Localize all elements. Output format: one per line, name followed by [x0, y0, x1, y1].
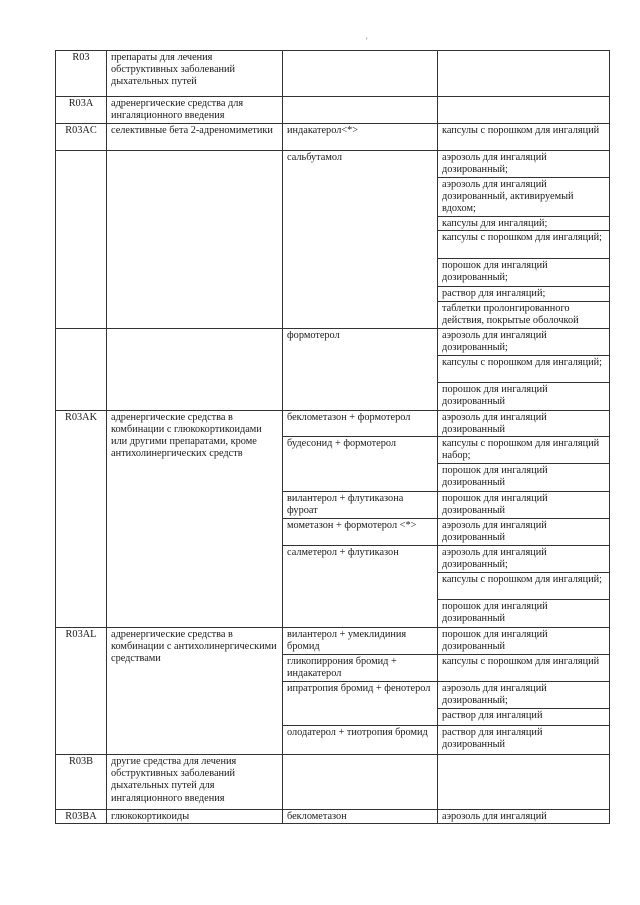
dosage-form-cell: аэрозоль для ингаляций дозированный, активируемый вдохом; [438, 178, 610, 217]
drug-name-cell: олодатерол + тиотропия бромид [283, 726, 438, 755]
dosage-form-cell: аэрозоль для ингаляций дозированный [438, 411, 610, 437]
group-name-cell: другие средства для лечения обструктивных заболеваний дыхательных путей для ингаляционного введения [107, 755, 283, 810]
dosage-form-cell: раствор для ингаляций [438, 709, 610, 726]
drug-name-cell: беклометазон + формотерол [283, 411, 438, 437]
table-row [56, 151, 610, 178]
drug-name-cell: беклометазон [283, 810, 438, 824]
dosage-form-cell: порошок для ингаляций дозированный [438, 492, 610, 519]
dosage-form-cell: капсулы с порошком для ингаляций набор; [438, 437, 610, 464]
drug-name-cell [283, 51, 438, 97]
page-mark: ' [366, 36, 368, 46]
medicines-table [55, 50, 610, 824]
dosage-form-cell: таблетки пролонгированного действия, покрытые оболочкой [438, 302, 610, 329]
dosage-form-cell: порошок для ингаляций дозированный [438, 464, 610, 492]
drug-name-cell: салметерол + флутиказон [283, 546, 438, 628]
atc-code-cell: R03AK [56, 411, 107, 628]
atc-code-cell: R03BA [56, 810, 107, 824]
table-row [56, 51, 610, 97]
group-name-cell [107, 151, 283, 329]
dosage-form-cell: капсулы с порошком для ингаляций; [438, 356, 610, 383]
dosage-form-cell: капсулы для ингаляций; [438, 217, 610, 231]
dosage-form-cell: аэрозоль для ингаляций дозированный; [438, 329, 610, 356]
group-name-cell [107, 329, 283, 411]
dosage-form-cell: капсулы с порошком для ингаляций [438, 655, 610, 682]
drug-name-cell: формотерол [283, 329, 438, 411]
atc-code-cell: R03B [56, 755, 107, 810]
group-name-cell: глюкокортикоиды [107, 810, 283, 824]
dosage-form-cell: аэрозоль для ингаляций дозированный [438, 519, 610, 546]
drug-name-cell: сальбутамол [283, 151, 438, 329]
dosage-form-cell: капсулы с порошком для ингаляций; [438, 231, 610, 259]
group-name-cell: адренергические средства для ингаляционного введения [107, 97, 283, 124]
table-row [56, 124, 610, 151]
drug-name-cell: гликопиррония бромид + индакатерол [283, 655, 438, 682]
dosage-form-cell: аэрозоль для ингаляций дозированный; [438, 151, 610, 178]
group-name-cell: адренергические средства в комбинации с глюкокортикоидами или другими препаратами, кроме антихолинергических средств [107, 411, 283, 628]
drug-name-cell: будесонид + формотерол [283, 437, 438, 492]
dosage-form-cell: капсулы с порошком для ингаляций; [438, 573, 610, 600]
drug-name-cell [283, 97, 438, 124]
drug-name-cell: вилантерол + умеклидиния бромид [283, 628, 438, 655]
dosage-form-cell: аэрозоль для ингаляций дозированный; [438, 546, 610, 573]
dosage-form-cell [438, 755, 610, 810]
table-row [56, 628, 610, 655]
dosage-form-cell: порошок для ингаляций дозированный [438, 628, 610, 655]
drug-name-cell: вилантерол + флутиказона фуроат [283, 492, 438, 519]
atc-code-cell: R03A [56, 97, 107, 124]
dosage-form-cell: раствор для ингаляций; [438, 287, 610, 302]
dosage-form-cell: раствор для ингаляций дозированный [438, 726, 610, 755]
dosage-form-cell [438, 51, 610, 97]
atc-code-cell: R03AC [56, 124, 107, 151]
dosage-form-cell: аэрозоль для ингаляций [438, 810, 610, 824]
drug-name-cell: мометазон + формотерол <*> [283, 519, 438, 546]
table-row [56, 755, 610, 810]
drug-name-cell: ипратропия бромид + фенотерол [283, 682, 438, 726]
dosage-form-cell: порошок для ингаляций дозированный [438, 383, 610, 411]
table-row [56, 411, 610, 437]
atc-code-cell: R03AL [56, 628, 107, 755]
table-row [56, 810, 610, 824]
table-row [56, 97, 610, 124]
group-name-cell: селективные бета 2-адреномиметики [107, 124, 283, 151]
group-name-cell: адренергические средства в комбинации с антихолинергическими средствами [107, 628, 283, 755]
dosage-form-cell [438, 97, 610, 124]
group-name-cell: препараты для лечения обструктивных заболеваний дыхательных путей [107, 51, 283, 97]
dosage-form-cell: порошок для ингаляций дозированный; [438, 259, 610, 287]
drug-name-cell [283, 755, 438, 810]
dosage-form-cell: порошок для ингаляций дозированный [438, 600, 610, 628]
dosage-form-cell: капсулы с порошком для ингаляций [438, 124, 610, 151]
atc-code-cell: R03 [56, 51, 107, 97]
drug-name-cell: индакатерол<*> [283, 124, 438, 151]
atc-code-cell [56, 151, 107, 329]
atc-code-cell [56, 329, 107, 411]
table-row [56, 329, 610, 356]
dosage-form-cell: аэрозоль для ингаляций дозированный; [438, 682, 610, 709]
